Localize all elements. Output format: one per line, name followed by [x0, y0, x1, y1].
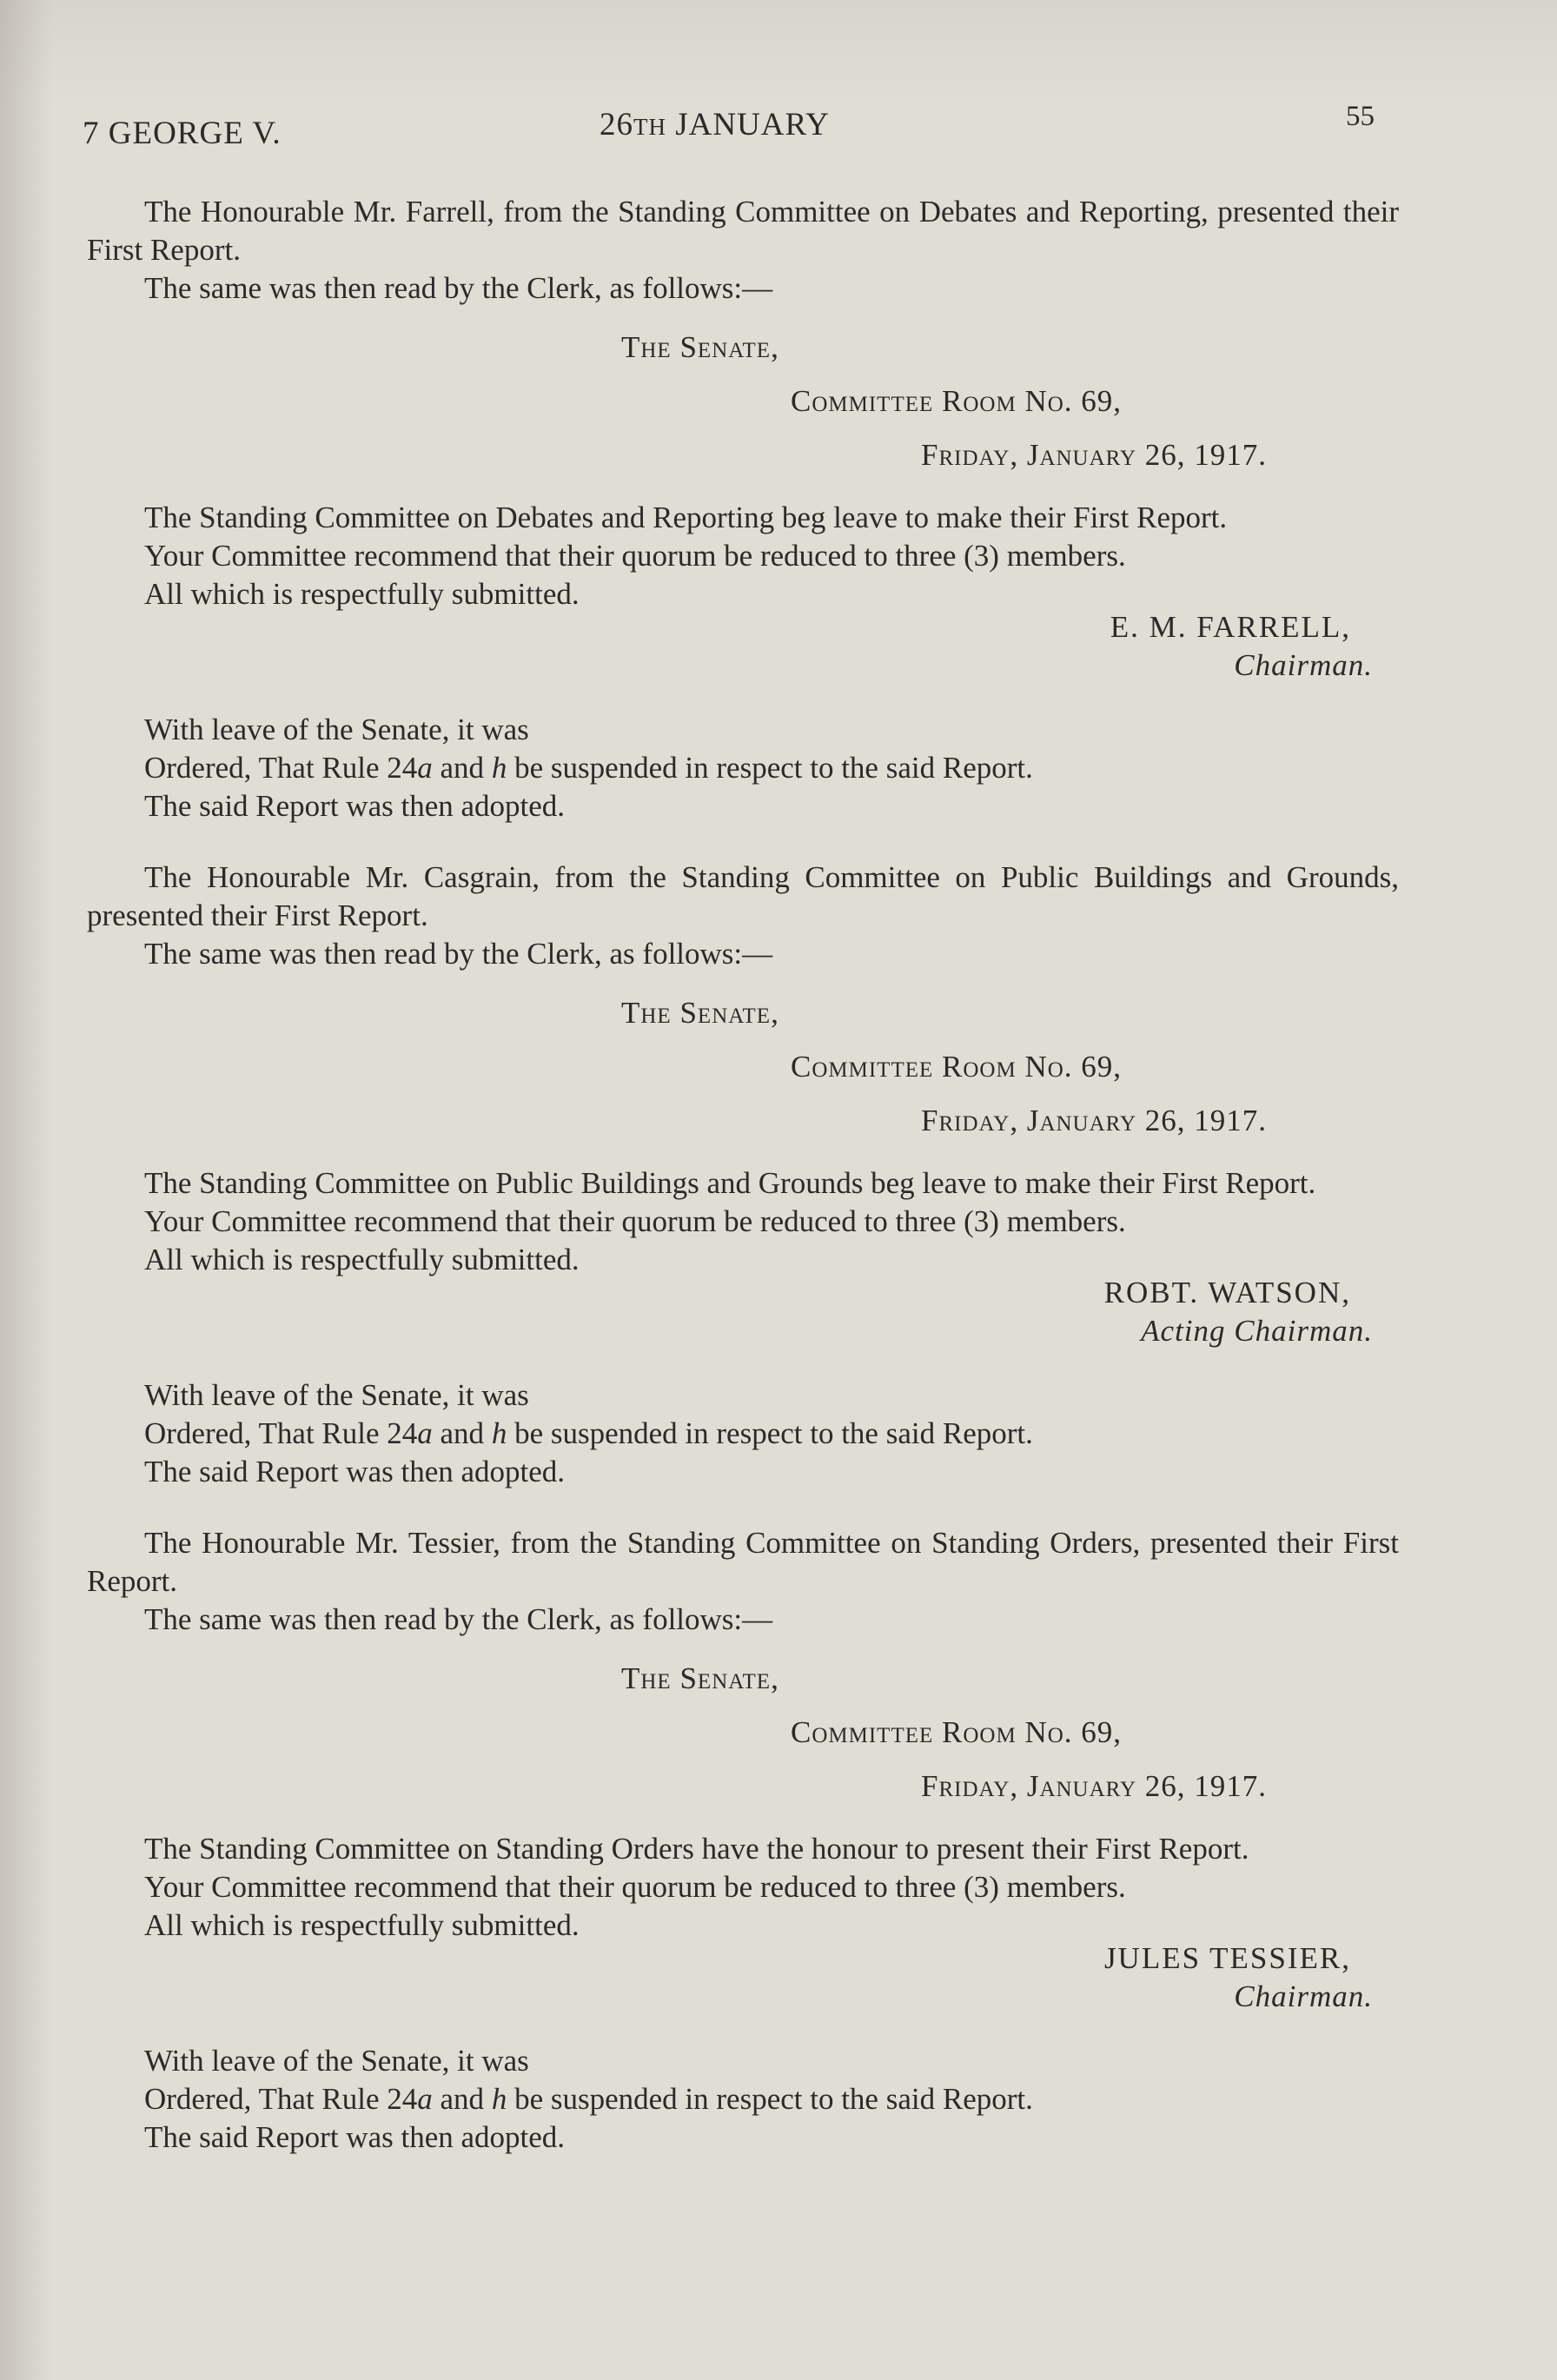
- header-regnal-year: 7 GEORGE V.: [83, 116, 282, 151]
- rule-h: h: [491, 2082, 507, 2116]
- report-recommendation: Your Committee recommend that their quorum be reduced to three (3) members.: [144, 539, 1126, 573]
- ordered-line: [87, 2080, 1399, 2118]
- signatory-title: Acting Chairman.: [1141, 1314, 1373, 1348]
- ordered-text-start: Ordered, That Rule 24: [144, 2082, 418, 2116]
- entry-read-line: The same was then read by the Clerk, as follows:—: [144, 937, 773, 971]
- header-day: 26: [600, 107, 633, 143]
- report-room: Committee Room No. 69,: [791, 1050, 1123, 1084]
- report-paragraph: The Standing Committee on Debates and Reporting beg leave to make their First Report.: [144, 501, 1228, 534]
- leave-line: With leave of the Senate, it was: [144, 713, 529, 746]
- signatory-name: JULES TESSIER,: [1103, 1941, 1351, 1975]
- ordered-text-and: and: [432, 751, 492, 785]
- report-date: Friday, January 26, 1917.: [921, 438, 1268, 472]
- adopted-line: The said Report was then adopted.: [144, 789, 566, 823]
- ordered-text-end: be suspended in respect to the said Report.: [507, 1416, 1033, 1450]
- rule-suffix-a: a: [417, 2082, 433, 2116]
- ordered-line: [87, 749, 1399, 787]
- adopted-line: The said Report was then adopted.: [144, 1455, 566, 1488]
- report-paragraph: The Standing Committee on Public Buildings and Grounds beg leave to make their First Report.: [144, 1166, 1316, 1200]
- entry-intro: The Honourable Mr. Casgrain, from the Standing Committee on Public Buildings and Grounds, presented their First Report.: [87, 860, 1399, 932]
- ordered-text-and: and: [432, 1416, 492, 1450]
- report-addressee: The Senate,: [621, 1661, 779, 1695]
- committee-report-entry: [87, 859, 1399, 1491]
- signatory-title: Chairman.: [1234, 648, 1373, 682]
- signatory-title: Chairman.: [1234, 1979, 1373, 2013]
- report-paragraph: The Standing Committee on Standing Orders have the honour to present their First Report.: [144, 1832, 1249, 1866]
- ordered-text-end: be suspended in respect to the said Report.: [507, 751, 1033, 785]
- document-body: [87, 193, 1399, 2190]
- committee-report-entry: [87, 193, 1399, 825]
- committee-report-entry: [87, 1524, 1399, 2157]
- ordered-text-and: and: [432, 2082, 492, 2116]
- entry-intro: The Honourable Mr. Farrell, from the Standing Committee on Debates and Reporting, presented their First Report.: [87, 195, 1399, 267]
- rule-suffix-a: a: [417, 751, 433, 785]
- report-addressee: The Senate,: [621, 330, 779, 364]
- ordered-text-start: Ordered, That Rule 24: [144, 1416, 418, 1450]
- adopted-line: The said Report was then adopted.: [144, 2120, 566, 2154]
- rule-suffix-a: a: [417, 1416, 433, 1450]
- report-room: Committee Room No. 69,: [791, 1715, 1123, 1749]
- entry-read-line: The same was then read by the Clerk, as follows:—: [144, 1602, 773, 1636]
- running-header: [83, 101, 1375, 151]
- header-day-suffix: TH: [633, 114, 666, 140]
- report-date: Friday, January 26, 1917.: [921, 1769, 1268, 1803]
- signatory-name: ROBT. WATSON,: [1103, 1276, 1351, 1309]
- signatory-name: E. M. FARRELL,: [1110, 610, 1351, 644]
- leave-line: With leave of the Senate, it was: [144, 1378, 529, 1412]
- ordered-line: [87, 1415, 1399, 1453]
- rule-h: h: [491, 1416, 507, 1450]
- ordered-text-end: be suspended in respect to the said Report.: [507, 2082, 1033, 2116]
- report-submission: All which is respectfully submitted.: [144, 1243, 580, 1276]
- ordered-text-start: Ordered, That Rule 24: [144, 751, 418, 785]
- page-number: 55: [1346, 101, 1375, 132]
- entry-intro: The Honourable Mr. Tessier, from the Standing Committee on Standing Orders, presented their First Report.: [87, 1526, 1399, 1598]
- report-room: Committee Room No. 69,: [791, 384, 1123, 418]
- report-date: Friday, January 26, 1917.: [921, 1104, 1268, 1137]
- rule-h: h: [491, 751, 507, 785]
- report-submission: All which is respectfully submitted.: [144, 577, 580, 611]
- report-recommendation: Your Committee recommend that their quorum be reduced to three (3) members.: [144, 1204, 1126, 1238]
- entry-read-line: The same was then read by the Clerk, as follows:—: [144, 271, 773, 305]
- header-month: JANUARY: [675, 107, 830, 143]
- report-recommendation: Your Committee recommend that their quorum be reduced to three (3) members.: [144, 1870, 1126, 1904]
- report-addressee: The Senate,: [621, 996, 779, 1030]
- header-date: [600, 106, 830, 146]
- leave-line: With leave of the Senate, it was: [144, 2044, 529, 2078]
- report-submission: All which is respectfully submitted.: [144, 1908, 580, 1942]
